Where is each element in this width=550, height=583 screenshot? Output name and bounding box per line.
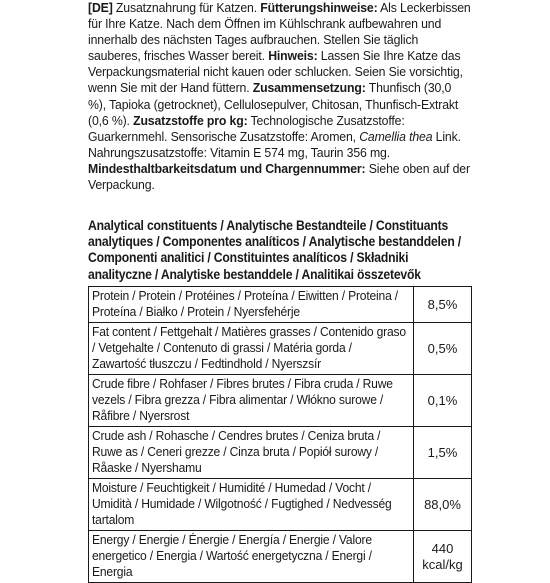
constituent-name [89,287,414,323]
german-feeding-text [88,0,472,193]
table-row [89,427,472,479]
constituent-name [89,427,414,479]
constituent-value: 8,5% [414,287,472,323]
constituent-name [89,375,414,427]
composition-heading: Zusammensetzung: [252,80,366,96]
constituent-name [89,323,414,375]
constituent-name-text: Energy / Energie / Énergie / Energía / Energie / Valore energetico / Energia / Wartość energetyczna / Energi / Energia [92,532,372,579]
additives-text-continued: Link. Nahrungszusatzstoffe: Vitamin E 574 mg, Taurin 356 mg. [88,128,461,160]
analytical-constituents-title: Analytical constituents / Analytische Bestandteile / Constituants analytiques / Componentes analíticos / Analytische bestanddelen / Componenti analitici / Constituintes analíticos / Składniki analityczne / Analytiske bestanddele / Analitikai összetevők [88,218,462,282]
best-before-heading: Mindesthaltbarkeitsdatum und Chargennummer: [88,160,366,176]
constituent-value: 88,0% [414,479,472,531]
analytical-constituents-table [88,286,472,583]
composition-text: Thunfisch (30,0 %), Tapioka (getrocknet), Cellulosepulver, Chitosan, Thunfisch-Extrakt (0,6 %). [88,80,459,128]
feeding-heading: Fütterungshinweise: [260,0,378,15]
table-row [89,479,472,531]
table-row [89,323,472,375]
additives-italic-text: Camellia thea [359,128,433,144]
constituent-value: 440 kcal/kg [414,531,472,583]
hint-text: Lassen Sie Ihre Katze das Verpackungsmaterial nicht kauen oder schlucken. Seien Sie vorsichtig, wenn Sie mit der Hand füttern. [88,48,463,96]
constituent-name [89,479,414,531]
table-row [89,375,472,427]
constituent-name-text: Fat content / Fettgehalt / Matières grasses / Contenido graso / Vetgehalte / Contenuto di grassi / Matéria gorda / Zawartość tłuszczu / Fedtindhold / Nyerszsír [92,324,406,371]
constituent-name-text: Moisture / Feuchtigkeit / Humidité / Humedad / Vocht / Umidità / Humidade / Wilgotność / Fugtighed / Nedvesség tartalom [92,480,392,527]
constituent-value: 0,1% [414,375,472,427]
constituent-name-text: Protein / Protein / Protéines / Proteína / Eiwitten / Proteina / Proteína / Białko / Protein / Nyersfehérje [92,288,398,319]
table-row [89,531,472,583]
feeding-text: Als Leckerbissen für Ihre Katze. Nach dem Öffnen im Kühlschrank aufbewahren und innerhalb des nächsten Tages aufbrauchen. Stellen Sie täglich sauberes, frisches Wasser bereit. [88,0,471,64]
constituent-name [89,531,414,583]
additives-heading: Zusatzstoffe pro kg: [133,112,248,128]
best-before-text: Siehe oben auf der Verpackung. [88,160,470,193]
product-label [88,0,472,579]
additives-text: Technologische Zusatzstoffe: Guarkernmehl. Sensorische Zusatzstoffe: Aromen, [88,112,405,144]
constituent-name-text: Crude ash / Rohasche / Cendres brutes / Ceniza bruta / Ruwe as / Ceneri grezze / Cinza bruta / Popiół surowy / Råaske / Nyershamu [92,428,381,475]
constituent-name-text: Crude fibre / Rohfaser / Fibres brutes / Fibra cruda / Ruwe vezels / Fibra grezza / Fibra alimentar / Włókno surowe / Råfibre / Nyersrost [92,376,393,423]
language-tag: [DE] [88,0,113,15]
constituent-value: 0,5% [414,323,472,375]
constituent-value: 1,5% [414,427,472,479]
supplement-type: Zusatznahrung für Katzen. [115,0,257,15]
table-row [89,287,472,323]
hint-heading: Hinweis: [268,48,318,64]
analysis-table-body [89,287,472,583]
